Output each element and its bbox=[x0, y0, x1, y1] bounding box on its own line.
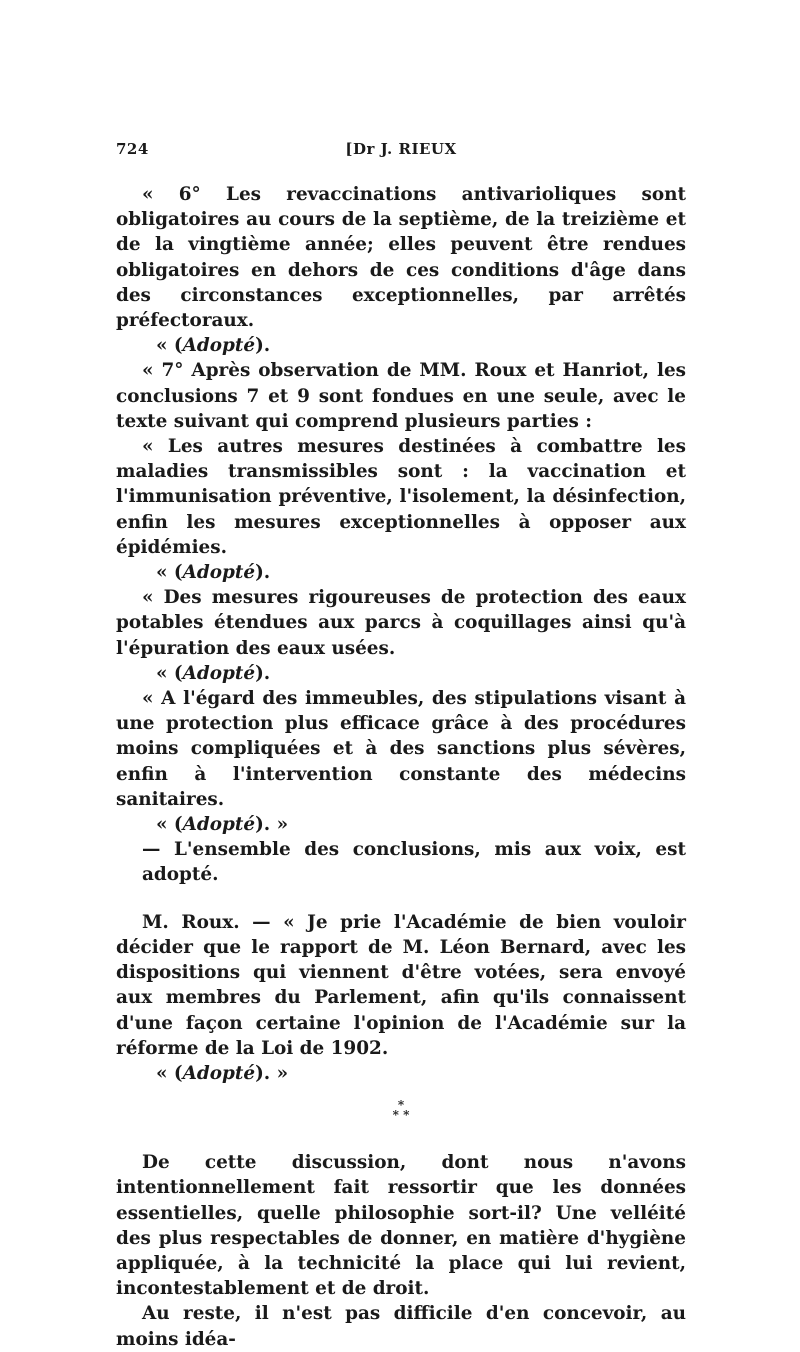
paragraph-article-7-part-2: « Des mesures rigoureuses de protection des eaux potables étendues aux parcs à coquillages ainsi qu'à l'épuration des eaux usées. bbox=[116, 587, 686, 659]
page-number: 724 bbox=[116, 140, 149, 158]
document-page bbox=[116, 140, 686, 1352]
paragraph-article-6: « 6° Les revaccinations antivarioliques sont obligatoires au cours de la septième, de la treizième et de la vingtième année; elles peuvent être rendues obligatoires en dehors de ces conditions d'âge dans des circonstances exceptionnelles, par arrêtés préfectoraux. bbox=[116, 184, 686, 332]
running-head: [Dr J. RIEUX bbox=[345, 140, 457, 158]
paragraph-discussion: De cette discussion, dont nous n'avons intentionnellement fait ressortir que les données essentielles, quelle philosophie sort-il? Une velléité des plus respectables de donner, en matière d'hygiène appliquée, à la technicité la place qui lui revient, incontestablement et de droit. bbox=[116, 1152, 686, 1300]
paragraph-au-reste: Au reste, il n'est pas difficile d'en concevoir, au moins idéa- bbox=[116, 1303, 686, 1350]
adopte-note: « (Adopté). » bbox=[156, 814, 289, 836]
paragraph-ensemble-adopte: — L'ensemble des conclusions, mis aux voix, est adopté. bbox=[142, 839, 686, 886]
adopte-note: « (Adopté). bbox=[156, 335, 271, 357]
paragraph-article-7-part-1: « Les autres mesures destinées à combattre les maladies transmissibles sont : la vaccination et l'immunisation préventive, l'isolement, la désinfection, enfin les mesures exceptionnelles à opposer aux épidémies. bbox=[116, 436, 686, 558]
paragraph-roux-statement: M. Roux. — « Je prie l'Académie de bien vouloir décider que le rapport de M. Léon Bernard, avec les dispositions qui viennent d'être votées, sera envoyé aux membres du Parlement, afin qu'ils connaissent d'une façon certaine l'opinion de l'Académie sur la réforme de la Loi de 1902. bbox=[116, 911, 686, 1059]
adopte-note: « (Adopté). » bbox=[156, 1062, 289, 1084]
paragraph-article-7-part-3: « A l'égard des immeubles, des stipulations visant à une protection plus efficace grâce à des procédures moins compliquées et à des sanctions plus sévères, enfin à l'intervention constante des médecins sanitaires. bbox=[116, 688, 686, 810]
adopte-note: « (Adopté). bbox=[156, 662, 271, 684]
paragraph-article-7: « 7° Après observation de MM. Roux et Hanriot, les conclusions 7 et 9 sont fondues en une seule, avec le texte suivant qui comprend plusieurs parties : bbox=[116, 360, 686, 432]
adopte-note: « (Adopté). bbox=[156, 562, 271, 584]
page-header bbox=[116, 140, 686, 164]
section-separator-asterism: * * * bbox=[392, 1098, 410, 1123]
